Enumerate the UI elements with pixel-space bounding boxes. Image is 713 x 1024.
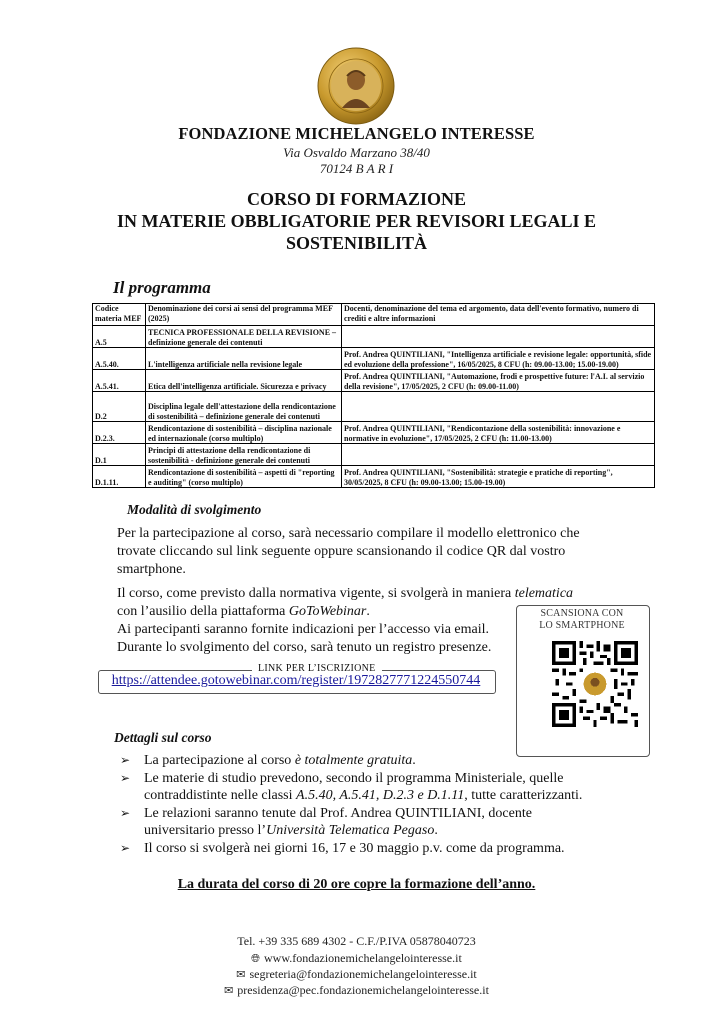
address-city: 70124 B A R I <box>319 161 394 176</box>
globe-icon: 🌐︎ <box>251 952 260 965</box>
arrow-bullet-icon: ➢ <box>120 753 131 767</box>
info-cell: Prof. Andrea QUINTILIANI, "Automazione, frodi e prospettive future: l'A.I. al servizio della revisione", 17/05/2025, 2 CFU (h: 09.00-11.00) <box>342 370 655 392</box>
name-cell: Principi di attestazione della rendicontazione di sostenibilità - definizione generale dei contenuti <box>146 444 342 466</box>
dettagli-list <box>118 752 588 857</box>
qr-caption-line2: LO SMARTPHONE <box>539 620 625 631</box>
header-cell: Codice materia MEF <box>93 304 146 326</box>
text-span: . <box>412 753 416 768</box>
name-cell: Rendicontazione di sostenibilità – aspetti di "reporting e auditing" (corso multiplo) <box>146 466 342 488</box>
qr-caption <box>516 608 648 632</box>
table-row <box>93 466 655 488</box>
registration-link[interactable]: https://attendee.gotowebinar.com/register/1972827771224550744 <box>111 673 481 688</box>
list-item <box>118 805 588 840</box>
text-span: . <box>434 823 438 838</box>
table-row <box>93 444 655 466</box>
code-cell: D.2.3. <box>93 422 146 444</box>
info-cell: Prof. Andrea QUINTILIANI, "Intelligenza artificiale e revisione legale: opportunità, sfide ed evoluzione della professione", 16/05/2025, 8 CFU (h: 09.00-13.00; 15.00-19.00) <box>342 348 655 370</box>
text-span: Il corso, come previsto dalla normativa vigente, si svolgerà in maniera <box>117 586 515 601</box>
table-row <box>93 370 655 392</box>
arrow-bullet-icon: ➢ <box>120 770 131 785</box>
course-title-line2: IN MATERIE OBBLIGATORIE PER REVISORI LEGALI E <box>116 211 597 231</box>
code-cell: D.1.11. <box>93 466 146 488</box>
footer-pec-line <box>0 983 713 998</box>
pec-mail-icon: ✉ <box>224 984 234 997</box>
organization-name: FONDAZIONE MICHELANGELO INTERESSE <box>178 124 535 143</box>
footer-phone: Tel. +39 335 689 4302 - C.F./P.IVA 05878040723 <box>237 934 476 948</box>
name-cell: TECNICA PROFESSIONALE DELLA REVISIONE – definizione generale dei contenuti <box>146 326 342 348</box>
code-cell: D.1 <box>93 444 146 466</box>
table-row <box>93 326 655 348</box>
info-cell <box>342 444 655 466</box>
email-link[interactable]: segreteria@fondazionemichelangelointeresse.it <box>249 967 477 981</box>
foundation-logo <box>316 46 396 126</box>
programma-heading: Il programma <box>113 278 211 297</box>
info-cell <box>342 326 655 348</box>
modalita-paragraph-3: Ai partecipanti saranno fornite indicazioni per l’accesso via email. <box>117 622 490 637</box>
text-span: con l’ausilio della piattaforma <box>117 604 289 619</box>
code-cell: A.5.41. <box>93 370 146 392</box>
list-item <box>118 752 588 770</box>
registration-legend: LINK PER L’ISCRIZIONE <box>252 663 382 674</box>
info-cell <box>342 392 655 422</box>
course-duration-note: La durata del corso di 20 ore copre la formazione dell’anno. <box>177 877 536 892</box>
arrow-bullet-icon: ➢ <box>120 840 131 855</box>
table-row <box>93 392 655 422</box>
program-table <box>92 303 655 488</box>
address-street: Via Osvaldo Marzano 38/40 <box>283 145 430 160</box>
qr-code[interactable] <box>552 641 638 727</box>
name-cell: Disciplina legale dell'attestazione della rendicontazione di sostenibilità – definizione generale dei contenuti <box>146 392 342 422</box>
table-row <box>93 348 655 370</box>
header-cell: Docenti, denominazione del tema ed argomento, data dell'evento formativo, numero di crediti e altre informazioni <box>342 304 655 326</box>
text-span: Università Telematica Pegaso <box>266 823 435 838</box>
course-title-line1: CORSO DI FORMAZIONE <box>246 189 466 209</box>
text-span: La partecipazione al corso <box>144 753 295 768</box>
code-cell: D.2 <box>93 392 146 422</box>
dettagli-heading: Dettagli sul corso <box>114 730 212 745</box>
text-span: A.5.40, A.5.41, D.2.3 e D.1.11 <box>296 788 465 803</box>
name-cell: L'intelligenza artificiale nella revisione legale <box>146 348 342 370</box>
text-span: . <box>366 604 370 619</box>
envelope-icon: ✉ <box>236 968 246 981</box>
text-span: Il corso si svolgerà nei giorni 16, 17 e 30 maggio p.v. come da programma. <box>144 840 565 856</box>
footer-website-line <box>0 951 713 966</box>
arrow-bullet-icon: ➢ <box>120 805 131 820</box>
qr-caption-line1: SCANSIONA CON <box>540 608 624 619</box>
website-link[interactable]: www.fondazionemichelangelointeresse.it <box>263 951 462 965</box>
text-span: telematica <box>514 586 574 601</box>
text-span: Le materie di studio prevedono, secondo il programma Ministeriale, quelle contraddistinte nelle classi <box>144 770 564 803</box>
table-header-row <box>93 304 655 326</box>
modalita-paragraph-1: Per la partecipazione al corso, sarà necessario compilare il modello elettronico che trovate cliccando sul link seguente oppure scansionando il codice QR dal vostro smartphone. <box>117 526 580 577</box>
course-title-line3: SOSTENIBILITÀ <box>285 233 428 253</box>
pec-link[interactable]: presidenza@pec.fondazionemichelangelointeresse.it <box>237 983 489 997</box>
text-span: Le relazioni saranno tenute dal Prof. Andrea QUINTILIANI, docente universitario presso l’ <box>144 805 532 838</box>
modalita-paragraph-4: Durante lo svolgimento del corso, sarà tenuto un registro presenze. <box>117 640 492 655</box>
text-span: GoToWebinar <box>288 604 367 619</box>
code-cell: A.5.40. <box>93 348 146 370</box>
name-cell: Etica dell'intelligenza artificiale. Sicurezza e privacy <box>146 370 342 392</box>
list-item <box>118 770 588 805</box>
info-cell: Prof. Andrea QUINTILIANI, "Rendicontazione della sostenibilità: innovazione e normative in evoluzione", 17/05/2025, 2 CFU (h: 11.00-13.00) <box>342 422 655 444</box>
footer-email-line <box>0 967 713 982</box>
info-cell: Prof. Andrea QUINTILIANI, "Sostenibilità: strategie e pratiche di reporting", 30/05/2025, 8 CFU (h: 09.00-13.00; 15.00-19.00) <box>342 466 655 488</box>
code-cell: A.5 <box>93 326 146 348</box>
modalita-heading: Modalità di svolgimento <box>127 502 262 517</box>
header-cell: Denominazione dei corsi ai sensi del programma MEF (2025) <box>146 304 342 326</box>
name-cell: Rendicontazione di sostenibilità – disciplina nazionale ed internazionale (corso multiplo) <box>146 422 342 444</box>
table-row <box>93 422 655 444</box>
list-item <box>118 840 588 858</box>
text-span: , tutte caratterizzanti. <box>464 788 583 803</box>
text-span: è totalmente gratuita <box>294 753 413 768</box>
